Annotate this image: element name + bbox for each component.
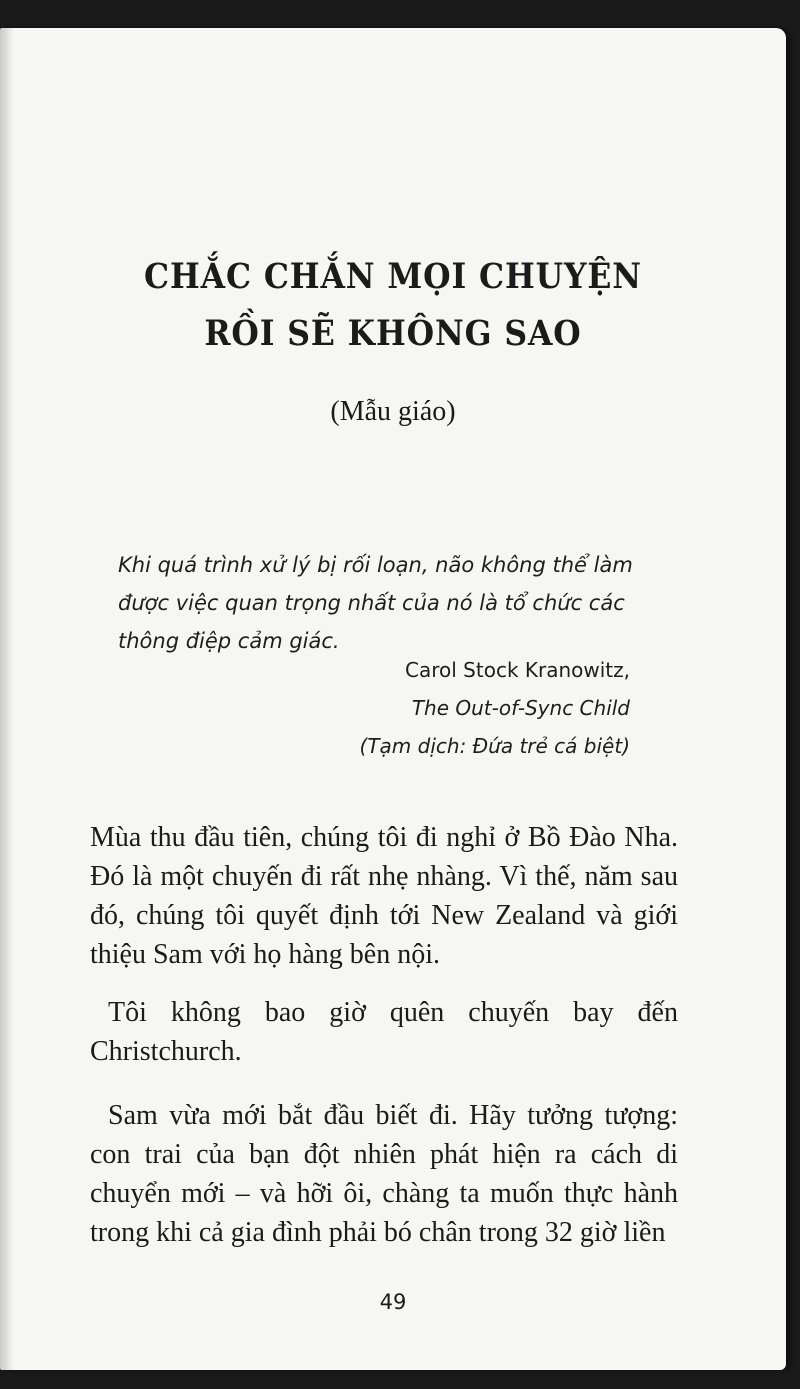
epigraph-translation: (Tạm dịch: Đứa trẻ cá biệt)	[359, 734, 630, 758]
body-paragraph-2: Tôi không bao giờ quên chuyến bay đến Christchurch.	[90, 997, 678, 1067]
epigraph-quote: Khi quá trình xử lý bị rối loạn, não không thể làm được việc quan trọng nhất của nó là tổ chức các thông điệp cảm giác.	[118, 553, 633, 653]
page-number: 49	[379, 1290, 407, 1314]
page-gutter-shadow	[0, 28, 14, 1370]
chapter-title-line-2: RỒI SẼ KHÔNG SAO	[204, 313, 582, 354]
body-paragraph-1: Mùa thu đầu tiên, chúng tôi đi nghỉ ở Bồ Đào Nha. Đó là một chuyến đi rất nhẹ nhàng. Vì thế, năm sau đó, chúng tôi quyết định tới New Zealand và giới thiệu Sam với họ hàng bên nội.	[90, 822, 678, 970]
chapter-subtitle: (Mẫu giáo)	[330, 396, 456, 427]
body-paragraph-3: Sam vừa mới bắt đầu biết đi. Hãy tưởng tượng: con trai của bạn đột nhiên phát hiện ra cách di chuyển mới – và hỡi ôi, chàng ta muốn thực hành trong khi cả gia đình phải bó chân trong 32 giờ liền	[90, 1100, 678, 1248]
chapter-title-line-1: CHẮC CHẮN MỌI CHUYỆN	[144, 256, 642, 297]
book-page	[0, 28, 786, 1370]
epigraph-book-title: The Out-of-Sync Child	[411, 696, 630, 720]
epigraph-author: Carol Stock Kranowitz,	[405, 658, 630, 682]
